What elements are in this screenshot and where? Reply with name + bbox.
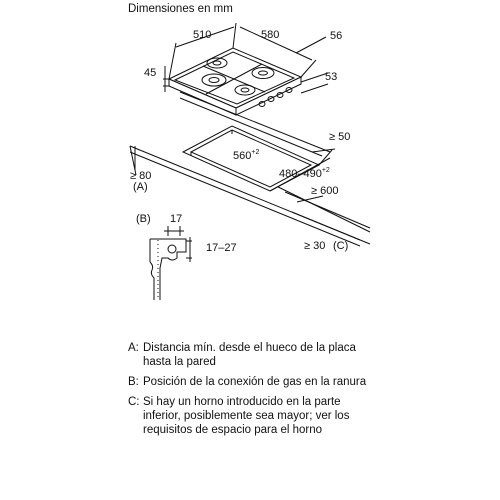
marker-a: (A) [133, 181, 148, 193]
dim-cutout-depth: $480-490^{+2}$ [279, 167, 330, 180]
legend-key: B: [128, 376, 139, 388]
dim-left-clearance: ≥ 80 [130, 170, 152, 182]
dim-cutout-width: $560^{+2}$ [233, 149, 260, 162]
page-title: Dimensiones en mm [128, 3, 233, 15]
legend-text: Distancia mín. desde el hueco de la placa hasta la pared [143, 342, 356, 368]
dim-hob-depth: 510 [193, 29, 212, 41]
legend-item-b [128, 375, 368, 389]
dim-hob-height: 45 [144, 67, 157, 79]
legend-key: A: [128, 342, 139, 354]
legend [128, 341, 368, 443]
marker-c: (C) [333, 240, 349, 252]
legend-item-c [128, 395, 368, 437]
dim-front-clearance: ≥ 600 [311, 185, 339, 197]
dim-bottom-clearance: ≥ 30 [304, 240, 326, 252]
dim-rear-clearance: ≥ 50 [329, 131, 351, 143]
dim-right-back: 56 [330, 30, 343, 42]
dim-right-side: 53 [325, 71, 338, 83]
detail-b-drawing [150, 226, 192, 300]
dim-hob-width: 580 [261, 29, 280, 41]
legend-text: Posición de la conexión de gas en la ranura [143, 376, 367, 388]
dim-detail-b-width: 17 [170, 213, 183, 225]
legend-text: Si hay un horno introducido en la parte inferior, posiblemente sea mayor; ver los requisitos de espacio para el horno [143, 396, 350, 436]
legend-item-a [128, 341, 368, 369]
marker-b: (B) [136, 213, 151, 225]
hob-drawing [169, 48, 301, 115]
worktop-drawing [130, 92, 370, 246]
dim-detail-b-height: 17–27 [206, 242, 237, 254]
legend-key: C: [128, 396, 140, 408]
